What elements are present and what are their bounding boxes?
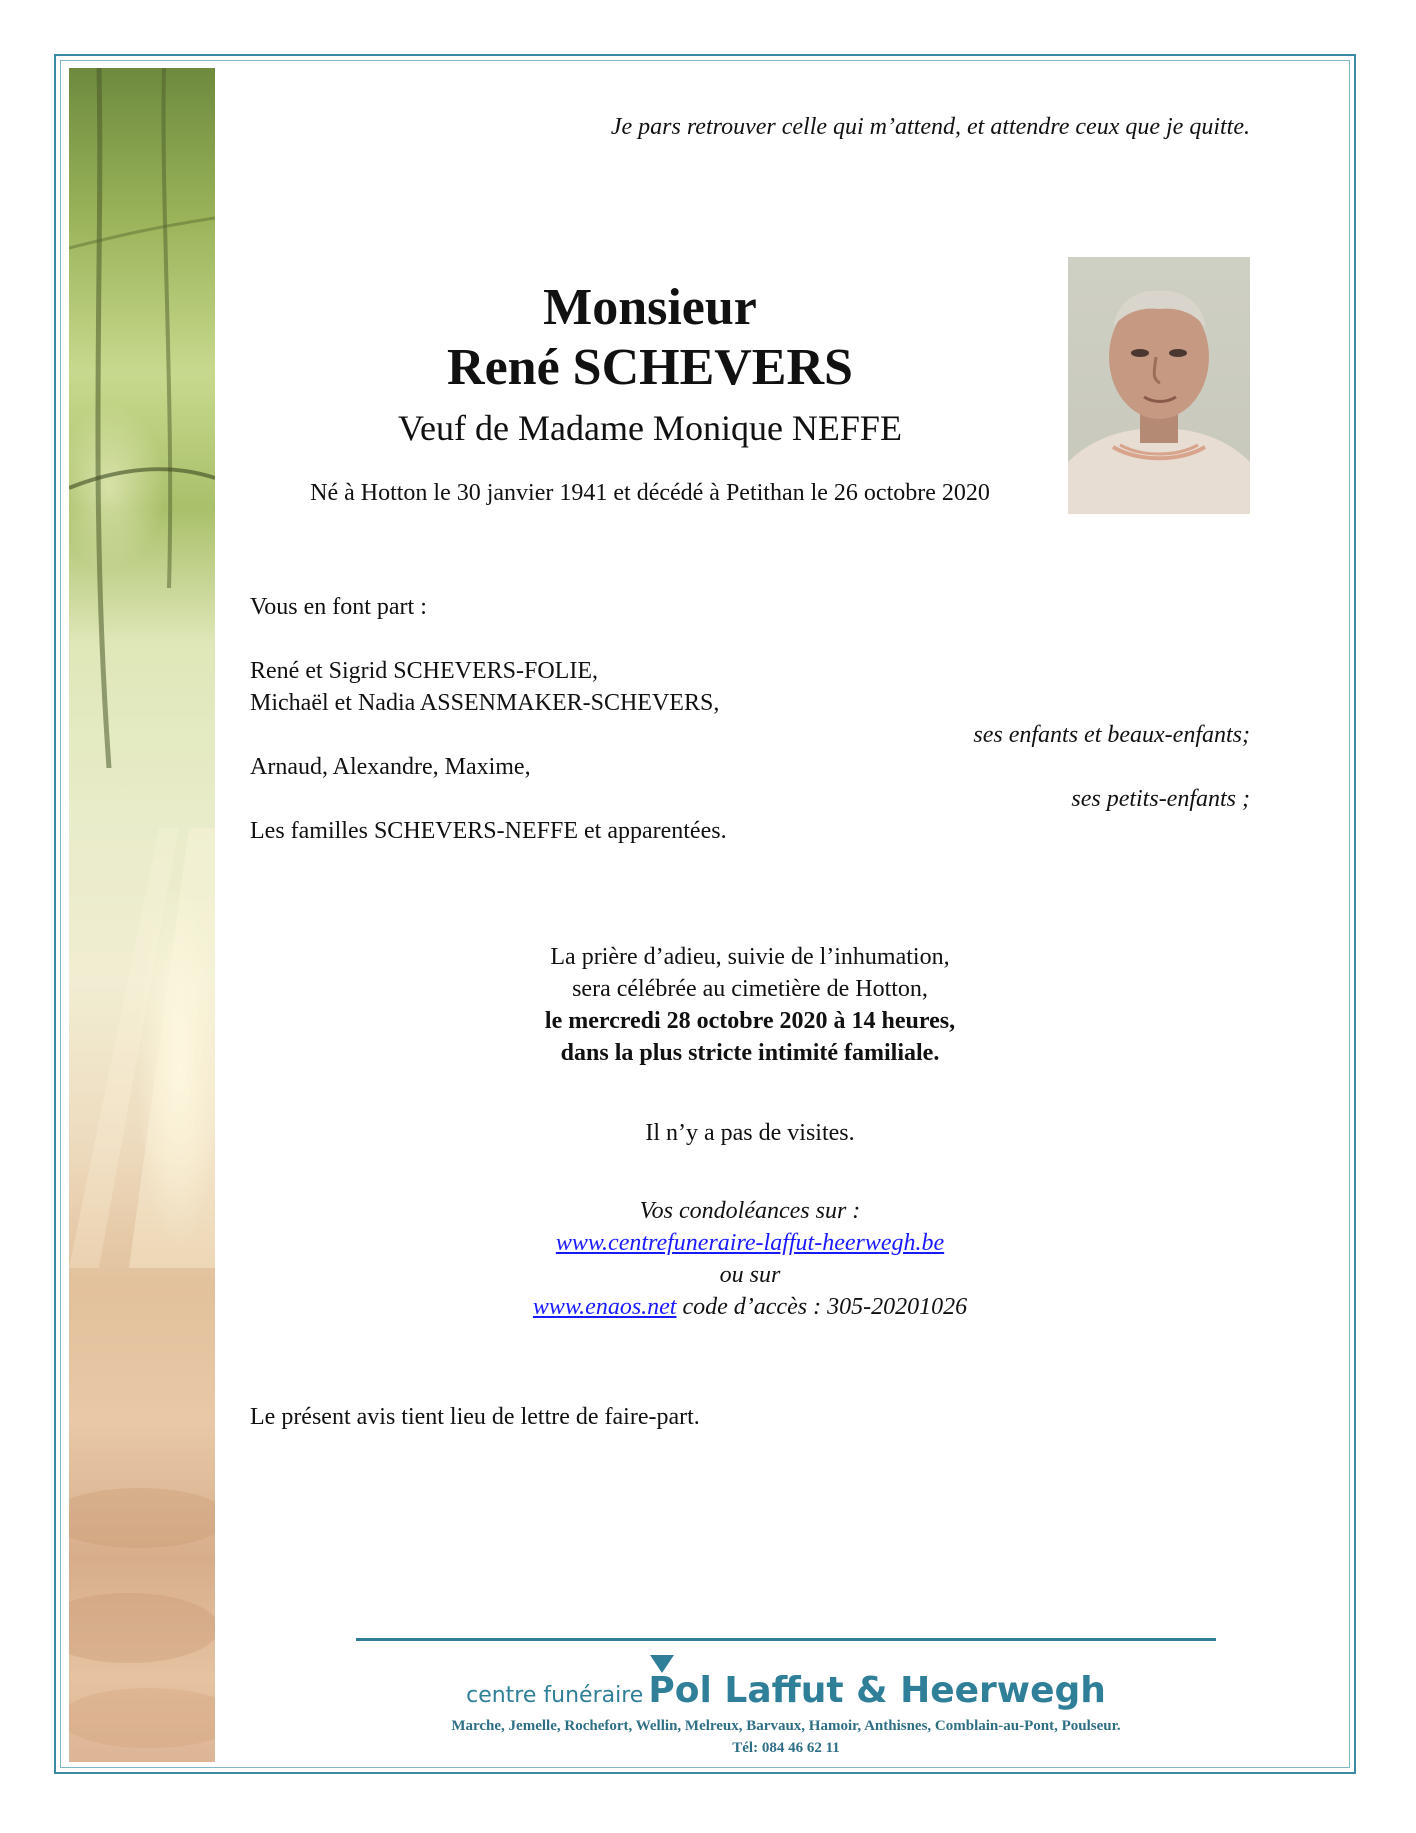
ceremony-date: le mercredi 28 octobre 2020 à 14 heures, [544, 1008, 956, 1034]
birth-death-line: Né à Hotton le 30 janvier 1941 et décédé à Petithan le 26 octobre 2020 [310, 480, 990, 506]
family-children-1: René et Sigrid SCHEVERS-FOLIE, [250, 658, 598, 684]
family-grandchildren: Arnaud, Alexandre, Maxime, [250, 754, 531, 780]
forest-path-side-image [69, 68, 215, 1762]
announcement-intro: Vous en font part : [250, 594, 427, 620]
condolences-intro: Vos condoléances sur : [639, 1198, 861, 1224]
closing-note: Le présent avis tient lieu de lettre de faire-part. [250, 1404, 700, 1430]
portrait-photo [1068, 257, 1250, 514]
condolences-or: ou sur [719, 1262, 781, 1288]
family-relatives: Les familles SCHEVERS-NEFFE et apparentées. [250, 818, 727, 844]
condolences-link-funeral-center[interactable]: www.centrefuneraire-laffut-heerwegh.be [555, 1230, 945, 1256]
family-children-2: Michaël et Nadia ASSENMAKER-SCHEVERS, [250, 690, 720, 716]
ceremony-block [380, 941, 1120, 1069]
ceremony-privacy: dans la plus stricte intimité familiale. [560, 1040, 940, 1066]
brand-prefix: centre funéraire [466, 1683, 644, 1708]
role-grandchildren: ses petits-enfants ; [1071, 786, 1250, 812]
epitaph-quote: Je pars retrouver celle qui m’attend, et attendre ceux que je quitte. [610, 114, 1250, 140]
footer-divider [356, 1638, 1216, 1641]
widow-of: Veuf de Madame Monique NEFFE [398, 408, 902, 448]
footer-towns: Marche, Jemelle, Rochefort, Wellin, Melreux, Barvaux, Hamoir, Anthisnes, Comblain-au-Pont, Poulseur. [451, 1718, 1121, 1734]
ceremony-line-1: La prière d’adieu, suivie de l’inhumation, [550, 944, 950, 970]
role-children: ses enfants et beaux-enfants; [973, 722, 1250, 748]
brand-name: Pol Laffut & Heerwegh [648, 1670, 1106, 1711]
no-visits-notice: Il n’y a pas de visites. [645, 1120, 855, 1146]
footer-phone: Tél: 084 46 62 11 [732, 1740, 840, 1756]
ceremony-line-2: sera célébrée au cimetière de Hotton, [572, 976, 928, 1002]
condolences-link-enaos[interactable]: www.enaos.net [532, 1294, 677, 1320]
access-code: code d’accès : 305-20201026 [682, 1294, 968, 1320]
funeral-center-brand [356, 1670, 1216, 1711]
condolences-block [380, 1195, 1120, 1323]
salutation: Monsieur [543, 279, 757, 336]
deceased-name: René SCHEVERS [447, 339, 853, 396]
